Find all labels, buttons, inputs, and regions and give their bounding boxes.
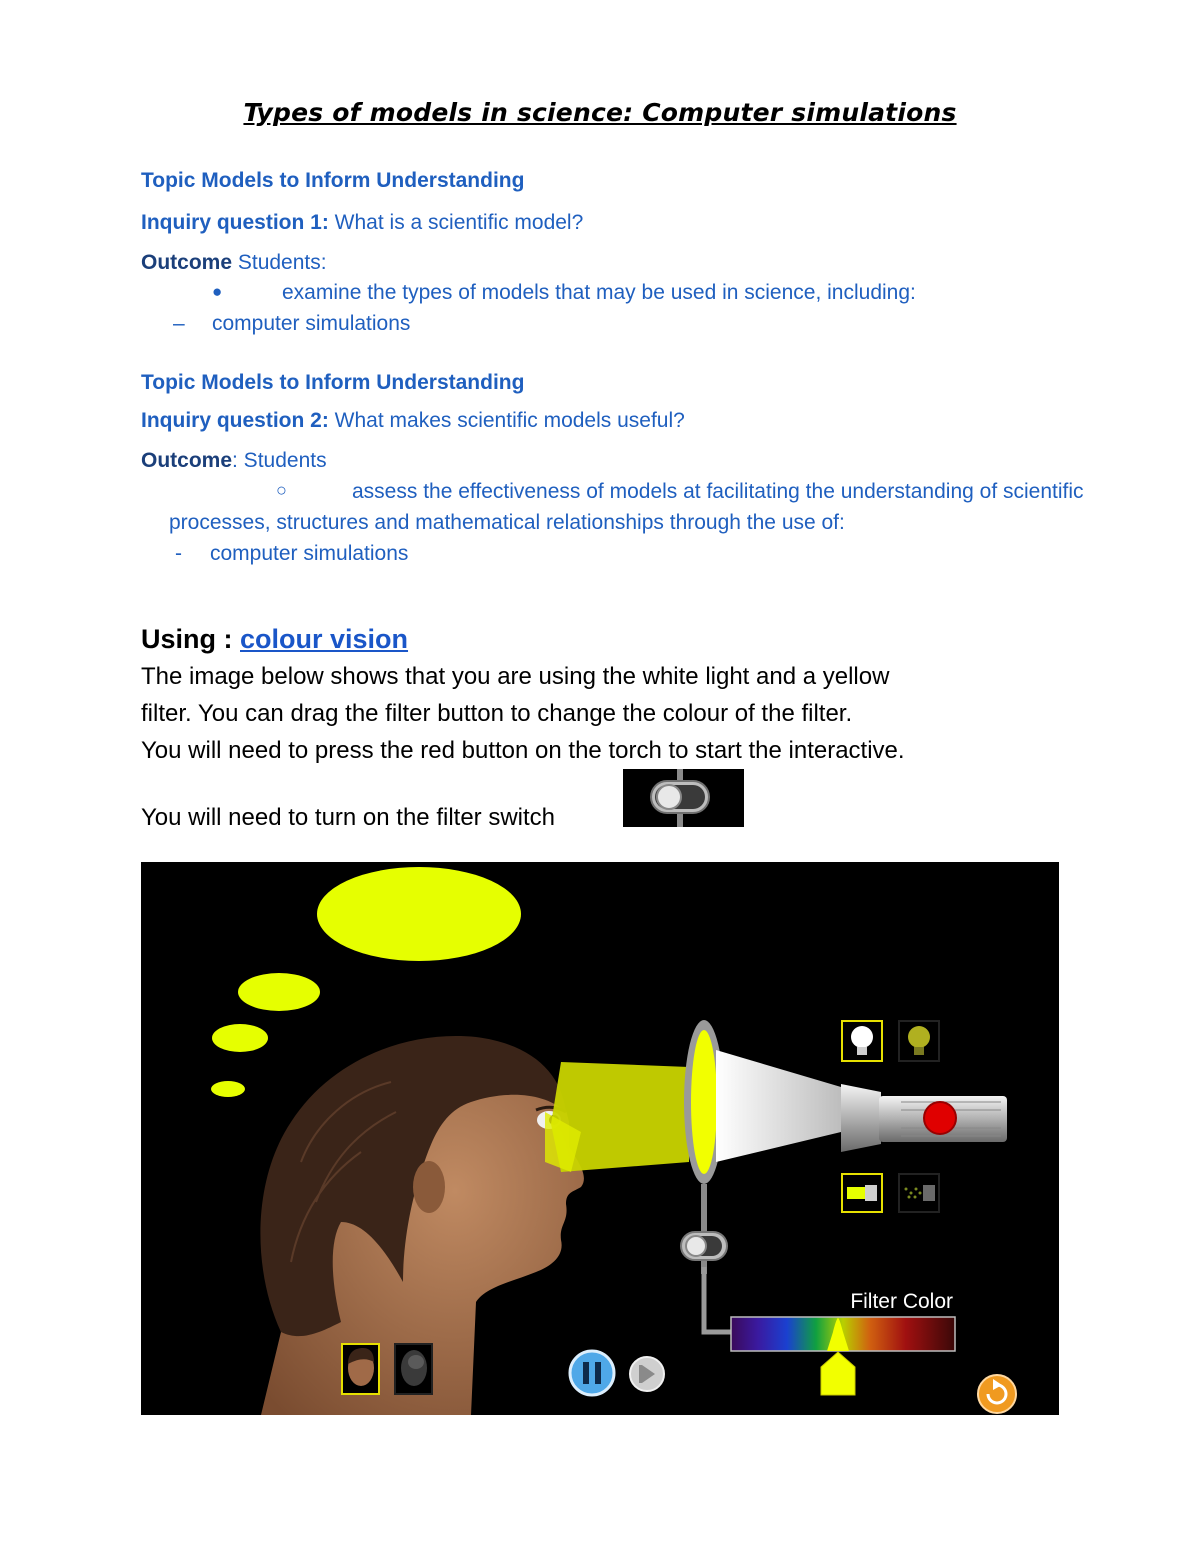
reset-button[interactable] [978, 1375, 1016, 1413]
thought-bubble-tiny [211, 1081, 245, 1097]
filter-switch-image [623, 769, 744, 827]
inquiry-text: What is a scientific model? [328, 211, 584, 234]
brain-icon [401, 1350, 427, 1386]
inquiry-label: Inquiry question 1: [141, 211, 329, 234]
filter-color-slider-handle[interactable] [821, 1352, 855, 1395]
inquiry-question-1 [141, 211, 583, 235]
instruction-line-2: filter. You can drag the filter button to change the colour of the filter. [141, 700, 853, 727]
page-title: Types of models in science: Computer simulations [243, 98, 957, 127]
head-icon [348, 1348, 374, 1386]
outcome-text: Students: [232, 251, 327, 274]
outcome-2 [141, 449, 327, 473]
torch-power-button[interactable] [924, 1102, 956, 1134]
thought-bubble-small [212, 1024, 268, 1052]
outcome-label: Outcome [141, 251, 233, 274]
outcome-1 [141, 251, 327, 275]
outcome-2-bullet-text-line1: assess the effectiveness of models at facilitating the understanding of scientific [352, 480, 1084, 503]
outcome-label: Outcome [141, 449, 233, 472]
dash-marker: - [175, 542, 182, 565]
instruction-line-4: You will need to turn on the filter switch [141, 804, 556, 831]
inquiry-question-2 [141, 409, 685, 433]
step-button[interactable] [630, 1357, 664, 1391]
dash-marker: – [173, 312, 185, 335]
ear [413, 1161, 445, 1213]
outcome-1-dash-text: computer simulations [212, 312, 411, 335]
outcome-text: : Students [232, 449, 327, 472]
outcome-2-dash-text: computer simulations [210, 542, 409, 565]
pause-button[interactable] [570, 1351, 614, 1395]
filter-lens [691, 1030, 717, 1174]
instruction-line-3: You will need to press the red button on the torch to start the interactive. [141, 737, 905, 764]
thought-bubble-medium [238, 973, 320, 1011]
outcome-2-bullet-text-line2: processes, structures and mathematical relationships through the use of: [169, 511, 845, 534]
circle-bullet-icon: ○ [276, 480, 287, 500]
topic-heading-1: Topic Models to Inform Understanding [141, 169, 525, 192]
torch [841, 1084, 1007, 1152]
instruction-line-1: The image below shows that you are using the white light and a yellow [141, 663, 890, 690]
thought-bubble-large [317, 867, 521, 961]
inquiry-text: What makes scientific models useful? [328, 409, 685, 432]
outcome-1-bullet-text: examine the types of models that may be used in science, including: [282, 281, 916, 304]
colour-vision-simulation [141, 862, 1059, 1415]
colour-vision-link[interactable]: colour vision [240, 624, 409, 654]
white-light-beam [716, 1050, 841, 1162]
inquiry-label: Inquiry question 2: [141, 409, 329, 432]
bullet-icon: ● [212, 282, 223, 301]
flashlight-beam-icon [847, 1185, 877, 1201]
using-heading [141, 624, 408, 655]
topic-heading-2: Topic Models to Inform Understanding [141, 371, 525, 394]
filter-color-label: Filter Color [850, 1290, 953, 1313]
using-label: Using : [141, 624, 240, 654]
toggle-switch-icon [623, 769, 744, 827]
simulation-canvas [141, 862, 1059, 1415]
